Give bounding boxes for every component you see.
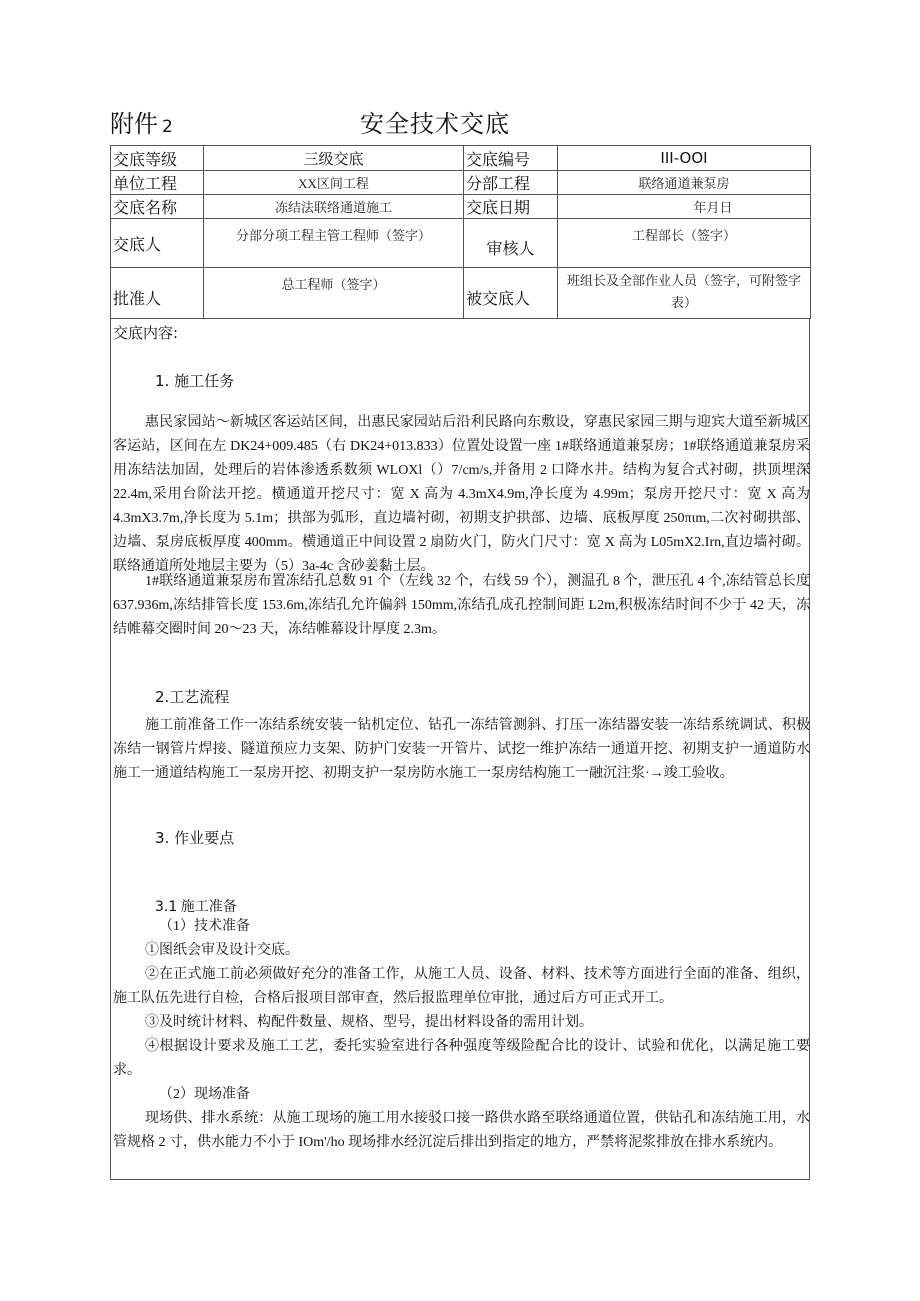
paragraph: 现场供、排水系统：从施工现场的施工用水接驳口接一路供水路至联络通道位置，供钻孔和冻结施工用，水管规格 2 寸，供水能力不小于 IOm'/ho 现场排水经沉淀后排出到指定的地方，严禁将泥浆排放在排水系统内。	[113, 1111, 810, 1150]
field-label: 交底编号	[464, 146, 558, 171]
paragraph: 惠民家园站～新城区客运站区间，出惠民家园站后沿利民路向东敷设，穿惠民家园三期与迎宾大道至新城区客运站，区间在左 DK24+009.485（右 DK24+013.833）位置处设置一座 1#联络通道兼泵房；1#联络通道兼泵房采用冻结法加固，处理后的岩体渗透系数须 WLOXl（）7/cm/s,并备用 2 口降水井。结构为复合式衬砌，拱顶埋深 22.4m,采用台阶法开挖。横通道开挖尺寸：宽 X 高为 4.3mX4.9m,净长度为 4.99m；泵房开挖尺寸：宽 X 高为 4.3mX3.7m,净长度为 5.1m；拱部为弧形，直边墙衬砌，初期支护拱部、边墙、底板厚度 250πιm,二次衬砌拱部、边墙、泵房底板厚度 400mm。横通道正中间设置 2 扇防火门，防火门尺寸：宽 X 高为 L05mX2.Irn,直边墙衬砌。联络通道所处地层主要为（5）3a-4c 含砂姜黏土层。	[113, 415, 810, 574]
paragraph: 1#联络通道兼泵房布置冻结孔总数 91 个（左线 32 个，右线 59 个），测温孔 8 个，泄压孔 4 个,冻结管总长度 637.936m,冻结排管长度 153.6m,冻结孔允许偏斜 150mm,冻结孔成孔控制间距 L2m,积极冻结时间不少于 42 天，冻结帷幕交圈时间 20～23 天，冻结帷幕设计厚度 2.3m。	[113, 574, 810, 637]
field-value: 年月日	[558, 195, 811, 219]
table-row	[111, 146, 811, 171]
field-value: 三级交底	[204, 146, 464, 171]
field-value: XX区间工程	[204, 171, 464, 195]
field-label: 单位工程	[111, 171, 204, 195]
field-value: 冻结法联络通道施工	[204, 195, 464, 219]
field-value: 工程部长（签字）	[558, 219, 811, 268]
tech-prep-heading: （1）技术准备	[159, 919, 250, 934]
field-value: 总工程师（签字）	[204, 268, 464, 319]
list-item: ②在正式施工前必须做好充分的准备工作，从施工人员、设备、材料、技术等方面进行全面的准备、组织，施工队伍先进行自检，合格后报项目部审查，然后报监理单位审批，通过后方可正式开工。	[113, 967, 810, 1006]
field-value: 联络通道兼泵房	[558, 171, 811, 195]
field-label: 被交底人	[464, 268, 558, 319]
table-row	[111, 268, 811, 319]
table-row	[111, 219, 811, 268]
site-prep-heading: （2）现场准备	[159, 1087, 250, 1102]
list-item: ①图纸会审及设计交底。	[145, 943, 299, 958]
section-heading: 2.工艺流程	[155, 688, 230, 706]
field-label: 批准人	[111, 268, 204, 319]
content-label: 交底内容:	[113, 324, 179, 342]
subsection-number: 3.1	[155, 899, 178, 915]
attachment-label	[110, 104, 173, 139]
content-section	[110, 318, 810, 1180]
field-label: 交底人	[111, 219, 204, 268]
page-title: 安全技术交底	[360, 110, 510, 138]
list-item: ④根据设计要求及施工工艺，委托实验室进行各种强度等级险配合比的设计、试验和优化，以满足施工要求。	[113, 1039, 810, 1078]
paragraph: 施工前准备工作一冻结系统安装一钻机定位、钻孔一冻结管测斜、打压一冻结器安装一冻结系统调试、积极冻结一钢管片焊接、隧道预应力支架、防护门安装一开管片、试挖一维护冻结一通道开挖、初期支护一通道防水施工一通道结构施工一泵房开挖、初期支护一泵房防水施工一泵房结构施工一融沉注浆·→竣工验收。	[113, 718, 810, 781]
table-row	[111, 171, 811, 195]
list-item: ③及时统计材料、构配件数量、规格、型号，提出材料设备的需用计划。	[145, 1015, 593, 1030]
attachment-number: 2	[162, 117, 173, 137]
meta-table	[110, 145, 811, 319]
section-heading: 3. 作业要点	[155, 829, 235, 847]
field-label: 交底等级	[111, 146, 204, 171]
field-label: 交底名称	[111, 195, 204, 219]
subsection-title: 施工准备	[180, 900, 237, 915]
subsection-heading	[155, 896, 237, 916]
field-value: III-OOI	[558, 146, 811, 171]
field-value: 分部分项工程主管工程师（签字）	[204, 219, 464, 268]
section-heading: 1. 施工任务	[155, 372, 235, 390]
attachment-text: 附件	[110, 110, 158, 138]
field-value: 班组长及全部作业人员（签字，可附签字表）	[558, 268, 811, 319]
field-label: 交底日期	[464, 195, 558, 219]
field-label: 审核人	[464, 219, 558, 268]
table-row	[111, 195, 811, 219]
field-label: 分部工程	[464, 171, 558, 195]
